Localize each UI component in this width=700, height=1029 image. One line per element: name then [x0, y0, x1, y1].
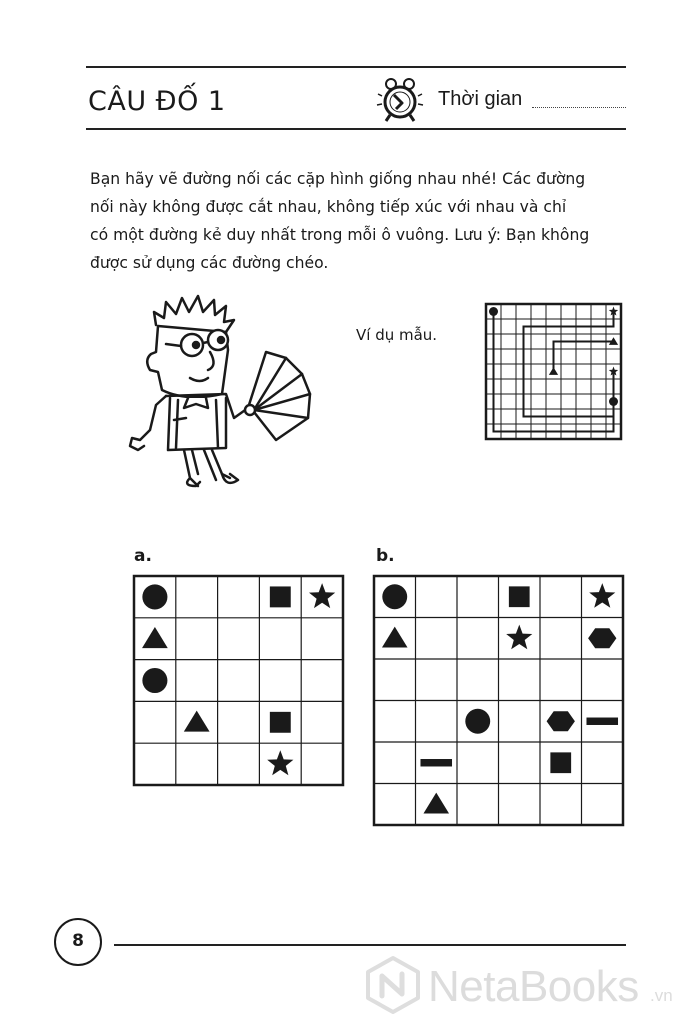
hexagon-icon — [547, 711, 575, 731]
triangle-icon — [382, 627, 408, 648]
star-icon — [309, 583, 335, 608]
example-label: Ví dụ mẫu. — [356, 326, 438, 344]
star-icon — [267, 750, 293, 775]
example-grid — [486, 304, 626, 440]
puzzle-a-label: a. — [134, 546, 152, 566]
example-solution-path — [554, 342, 614, 372]
header-bottom-rule — [86, 128, 626, 130]
footer-rule — [114, 944, 626, 946]
timer-answer-line[interactable] — [532, 107, 626, 108]
square-icon — [270, 712, 291, 733]
bar-icon — [586, 718, 618, 725]
instruction-line: Bạn hãy vẽ đường nối các cặp hình giống nhau nhé! Các đường — [90, 170, 586, 188]
triangle-icon — [423, 793, 449, 814]
watermark-suffix: .vn — [650, 986, 673, 1005]
puzzle-b-label: b. — [376, 546, 395, 566]
instruction-line: được sử dụng các đường chéo. — [90, 254, 329, 272]
circle-icon — [142, 584, 167, 609]
alarm-clock-icon — [376, 76, 424, 124]
page-title: CÂU ĐỐ 1 — [88, 86, 226, 117]
hexagon-icon — [588, 628, 616, 648]
square-icon — [509, 586, 530, 607]
circle-icon — [142, 668, 167, 693]
circle-icon — [465, 709, 490, 734]
timer-label: Thời gian — [438, 88, 523, 110]
netabooks-logo-icon — [364, 956, 422, 1014]
puzzle-a-grid[interactable] — [134, 576, 344, 782]
star-icon — [506, 625, 532, 650]
cartoon-man-with-fan-illustration — [126, 290, 326, 490]
circle-icon — [382, 584, 407, 609]
puzzle-b-grid[interactable] — [374, 576, 624, 826]
watermark-text: NetaBooks — [428, 962, 639, 1011]
instruction-line: có một đường kẻ duy nhất trong mỗi ô vuông. Lưu ý: Bạn không — [90, 226, 590, 244]
triangle-icon — [142, 627, 168, 648]
square-icon — [550, 752, 571, 773]
triangle-icon — [184, 711, 210, 732]
instruction-line: nối này không được cắt nhau, không tiếp xúc với nhau và chỉ — [90, 198, 567, 216]
header-top-rule — [86, 66, 626, 68]
square-icon — [270, 586, 291, 607]
bar-icon — [420, 759, 452, 766]
instructions — [90, 165, 630, 277]
page-number: 8 — [72, 931, 84, 951]
star-icon — [589, 583, 615, 608]
